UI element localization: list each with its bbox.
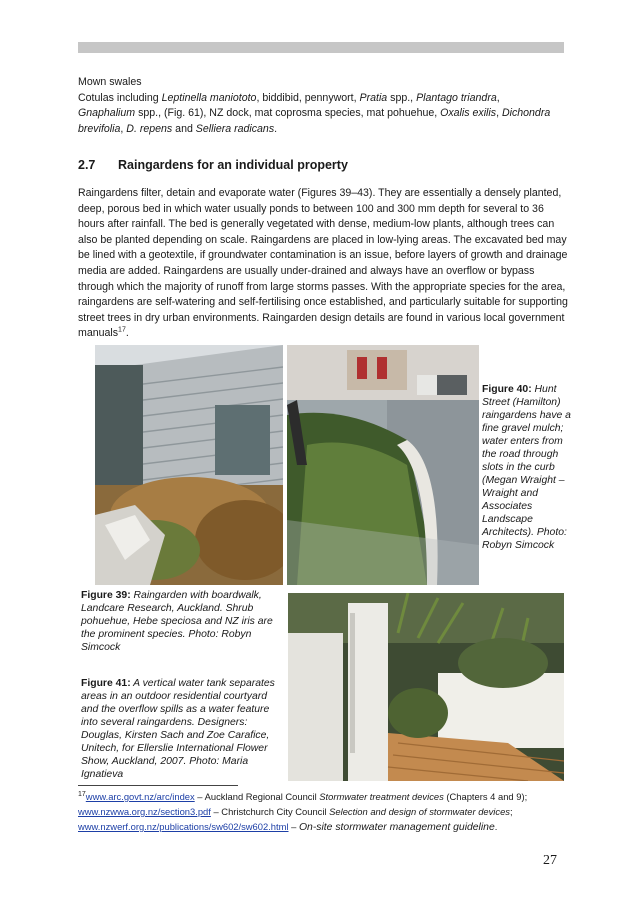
figure-40-photo [287, 345, 479, 585]
intro-line-title: Mown swales [78, 76, 142, 88]
footnote-link-arc[interactable]: www.arc.govt.nz/arc/index [85, 791, 195, 802]
footnote-link-nzwerf[interactable]: www.nzwerf.org.nz/publications/sw602/sw602.html [78, 821, 289, 832]
section-heading [78, 158, 348, 172]
footnote-ref: 17 [118, 326, 126, 334]
section-number: 2.7 [78, 158, 96, 172]
figure-41-photo [288, 593, 564, 781]
page-number: 27 [543, 853, 557, 868]
figure-40-caption: Figure 40: Hunt Street (Hamilton) raingardens have a fine gravel mulch; water enters from the road through slots in the curb (Megan Wraight – Wraight and Associates Landscape Architects). Photo: Robyn Simcock [482, 384, 571, 551]
figure-41-caption: Figure 41: A vertical water tank separates areas in an outdoor residential courtyard and the overflow spills as a water feature into several raingardens. Designers: Douglas, Kirsten Sach and Zoe Carafice, Unitech, for Ellerslie International Flower Show, Auckland, 2007. Photo: Maria Ignatieva [81, 678, 275, 780]
body-paragraph: Raingardens filter, detain and evaporate water (Figures 39–43). They are essentially a densely planted, deep, porous bed in which water usually ponds to between 100 and 300 mm depth for several to 36 hours after rainfall. The bed is generally vegetated with dense, medium-low plants, although trees can also be planted depending on scale. Raingardens are placed in low-lying areas. The excavated bed may be lined with a geotextile, if groundwater contamination is an issue, before layers of growth and drainage media are added. Raingardens are usually under-drained and always have an overflow or bypass through which the majority of runoff from large storms passes. With the appropriate species for the area, raingardens are self-watering and self-fertilising once established, and particularly suitable for supporting street trees in dry urban environments. Raingarden design details are found in various local government manuals$^{17}$. [78, 187, 568, 340]
figure-39-caption: Figure 39: Raingarden with boardwalk, Landcare Research, Auckland. Shrub pohuehue, Hebe speciosa and NZ iris are the prominent species. Photo: Robyn Simcock [81, 590, 273, 653]
figure-39-photo [95, 345, 283, 585]
header-rule [78, 42, 564, 53]
footnote-rule [78, 785, 238, 786]
footnote-link-nzwwa[interactable]: www.nzwwa.org.nz/section3.pdf [78, 806, 211, 817]
section-title: Raingardens for an individual property [118, 158, 348, 172]
footnote: $^{17}$www.arc.govt.nz/arc/index – Auckland Regional Council Stormwater treatment devices (Chapters 4 and 9); www.nzwwa.org.nz/section3.pdf – Christchurch City Council Selection and design of stormwater devices; www.nzwerf.org.nz/publications/sw602/sw602.html – On-site stormwater management guideline. [78, 790, 528, 833]
intro-paragraph: Mown swales Cotulas including Leptinella maniototo, biddibid, pennywort, Pratia spp., Plantago triandra, Gnaphalium spp., (Fig. 61), NZ dock, mat coprosma species, mat pohuehue, Oxalis exilis, Dichondra brevifolia, D. repens and Selliera radicans. [78, 76, 551, 135]
